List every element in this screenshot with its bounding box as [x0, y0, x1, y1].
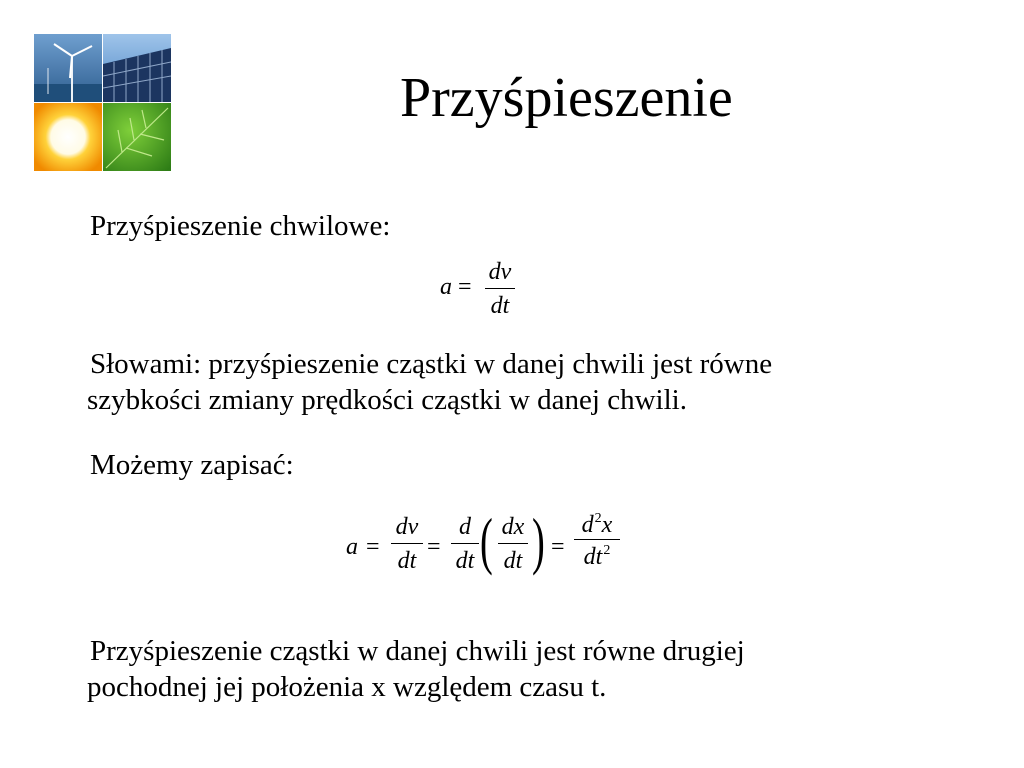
fraction-bar [498, 543, 528, 544]
f4-num-exponent: 2 [594, 511, 602, 526]
f4-den-base: dt [583, 544, 603, 571]
formula2-f2-denominator: dt [455, 548, 475, 575]
f4-num-var: x [601, 512, 613, 538]
left-parenthesis: ( [480, 505, 493, 576]
formula1-fraction [485, 260, 515, 318]
formula-instantaneous [440, 260, 540, 320]
formula1-numerator: dv [488, 259, 512, 285]
formula2-fraction3 [498, 515, 528, 573]
formula1-denominator: dt [490, 293, 510, 320]
heading-instantaneous: Przyśpieszenie chwilowe: [90, 210, 391, 242]
formula2-f1-denominator: dt [397, 548, 417, 575]
slide-title: Przyśpieszenie [400, 67, 733, 129]
formula-second-derivative [346, 505, 636, 588]
formula2-f2-numerator: d [459, 514, 471, 540]
leaf-tile [103, 103, 171, 171]
formula2-f3-numerator: dx [501, 514, 525, 540]
formula2-lhs: a [346, 534, 358, 560]
heading-we-can-write: Możemy zapisać: [90, 449, 294, 481]
formula2-eq3: = [551, 534, 565, 560]
fraction-bar [485, 288, 515, 289]
paragraph-in-words [87, 346, 773, 418]
formula1-lhs: a [440, 274, 452, 300]
energy-logo [34, 34, 171, 171]
f4-den-exponent: 2 [603, 543, 611, 559]
fraction-bar [574, 539, 620, 540]
paragraph-second-derivative-line2: pochodnej jej położenia x względem czasu t. [87, 671, 607, 703]
formula2-fraction4 [574, 513, 620, 569]
formula2-fraction1 [391, 515, 423, 573]
formula2-f4-numerator [582, 512, 613, 538]
paragraph-second-derivative-line1: Przyśpieszenie cząstki w danej chwili jest równe drugiej [90, 635, 745, 667]
formula2-fraction2 [451, 515, 479, 573]
fraction-bar [451, 543, 479, 544]
solar-panel-tile [103, 34, 171, 102]
formula2-eq1: = [366, 534, 380, 560]
formula2-eq2: = [427, 534, 441, 560]
paragraph-second-derivative [87, 633, 745, 705]
formula2-f4-denominator [584, 544, 611, 570]
formula2-f3-denominator: dt [503, 548, 523, 575]
fraction-bar [391, 543, 423, 544]
right-parenthesis: ) [532, 505, 545, 576]
formula1-eq: = [458, 274, 472, 300]
formula2-f1-numerator: dv [395, 514, 419, 540]
wind-turbine-tile [34, 34, 102, 102]
f4-num-base: d [581, 512, 594, 538]
paragraph-in-words-line1: Słowami: przyśpieszenie cząstki w danej chwili jest równe [90, 348, 773, 380]
paragraph-in-words-line2: szybkości zmiany prędkości cząstki w danej chwili. [87, 384, 687, 416]
sun-tile [34, 103, 102, 171]
